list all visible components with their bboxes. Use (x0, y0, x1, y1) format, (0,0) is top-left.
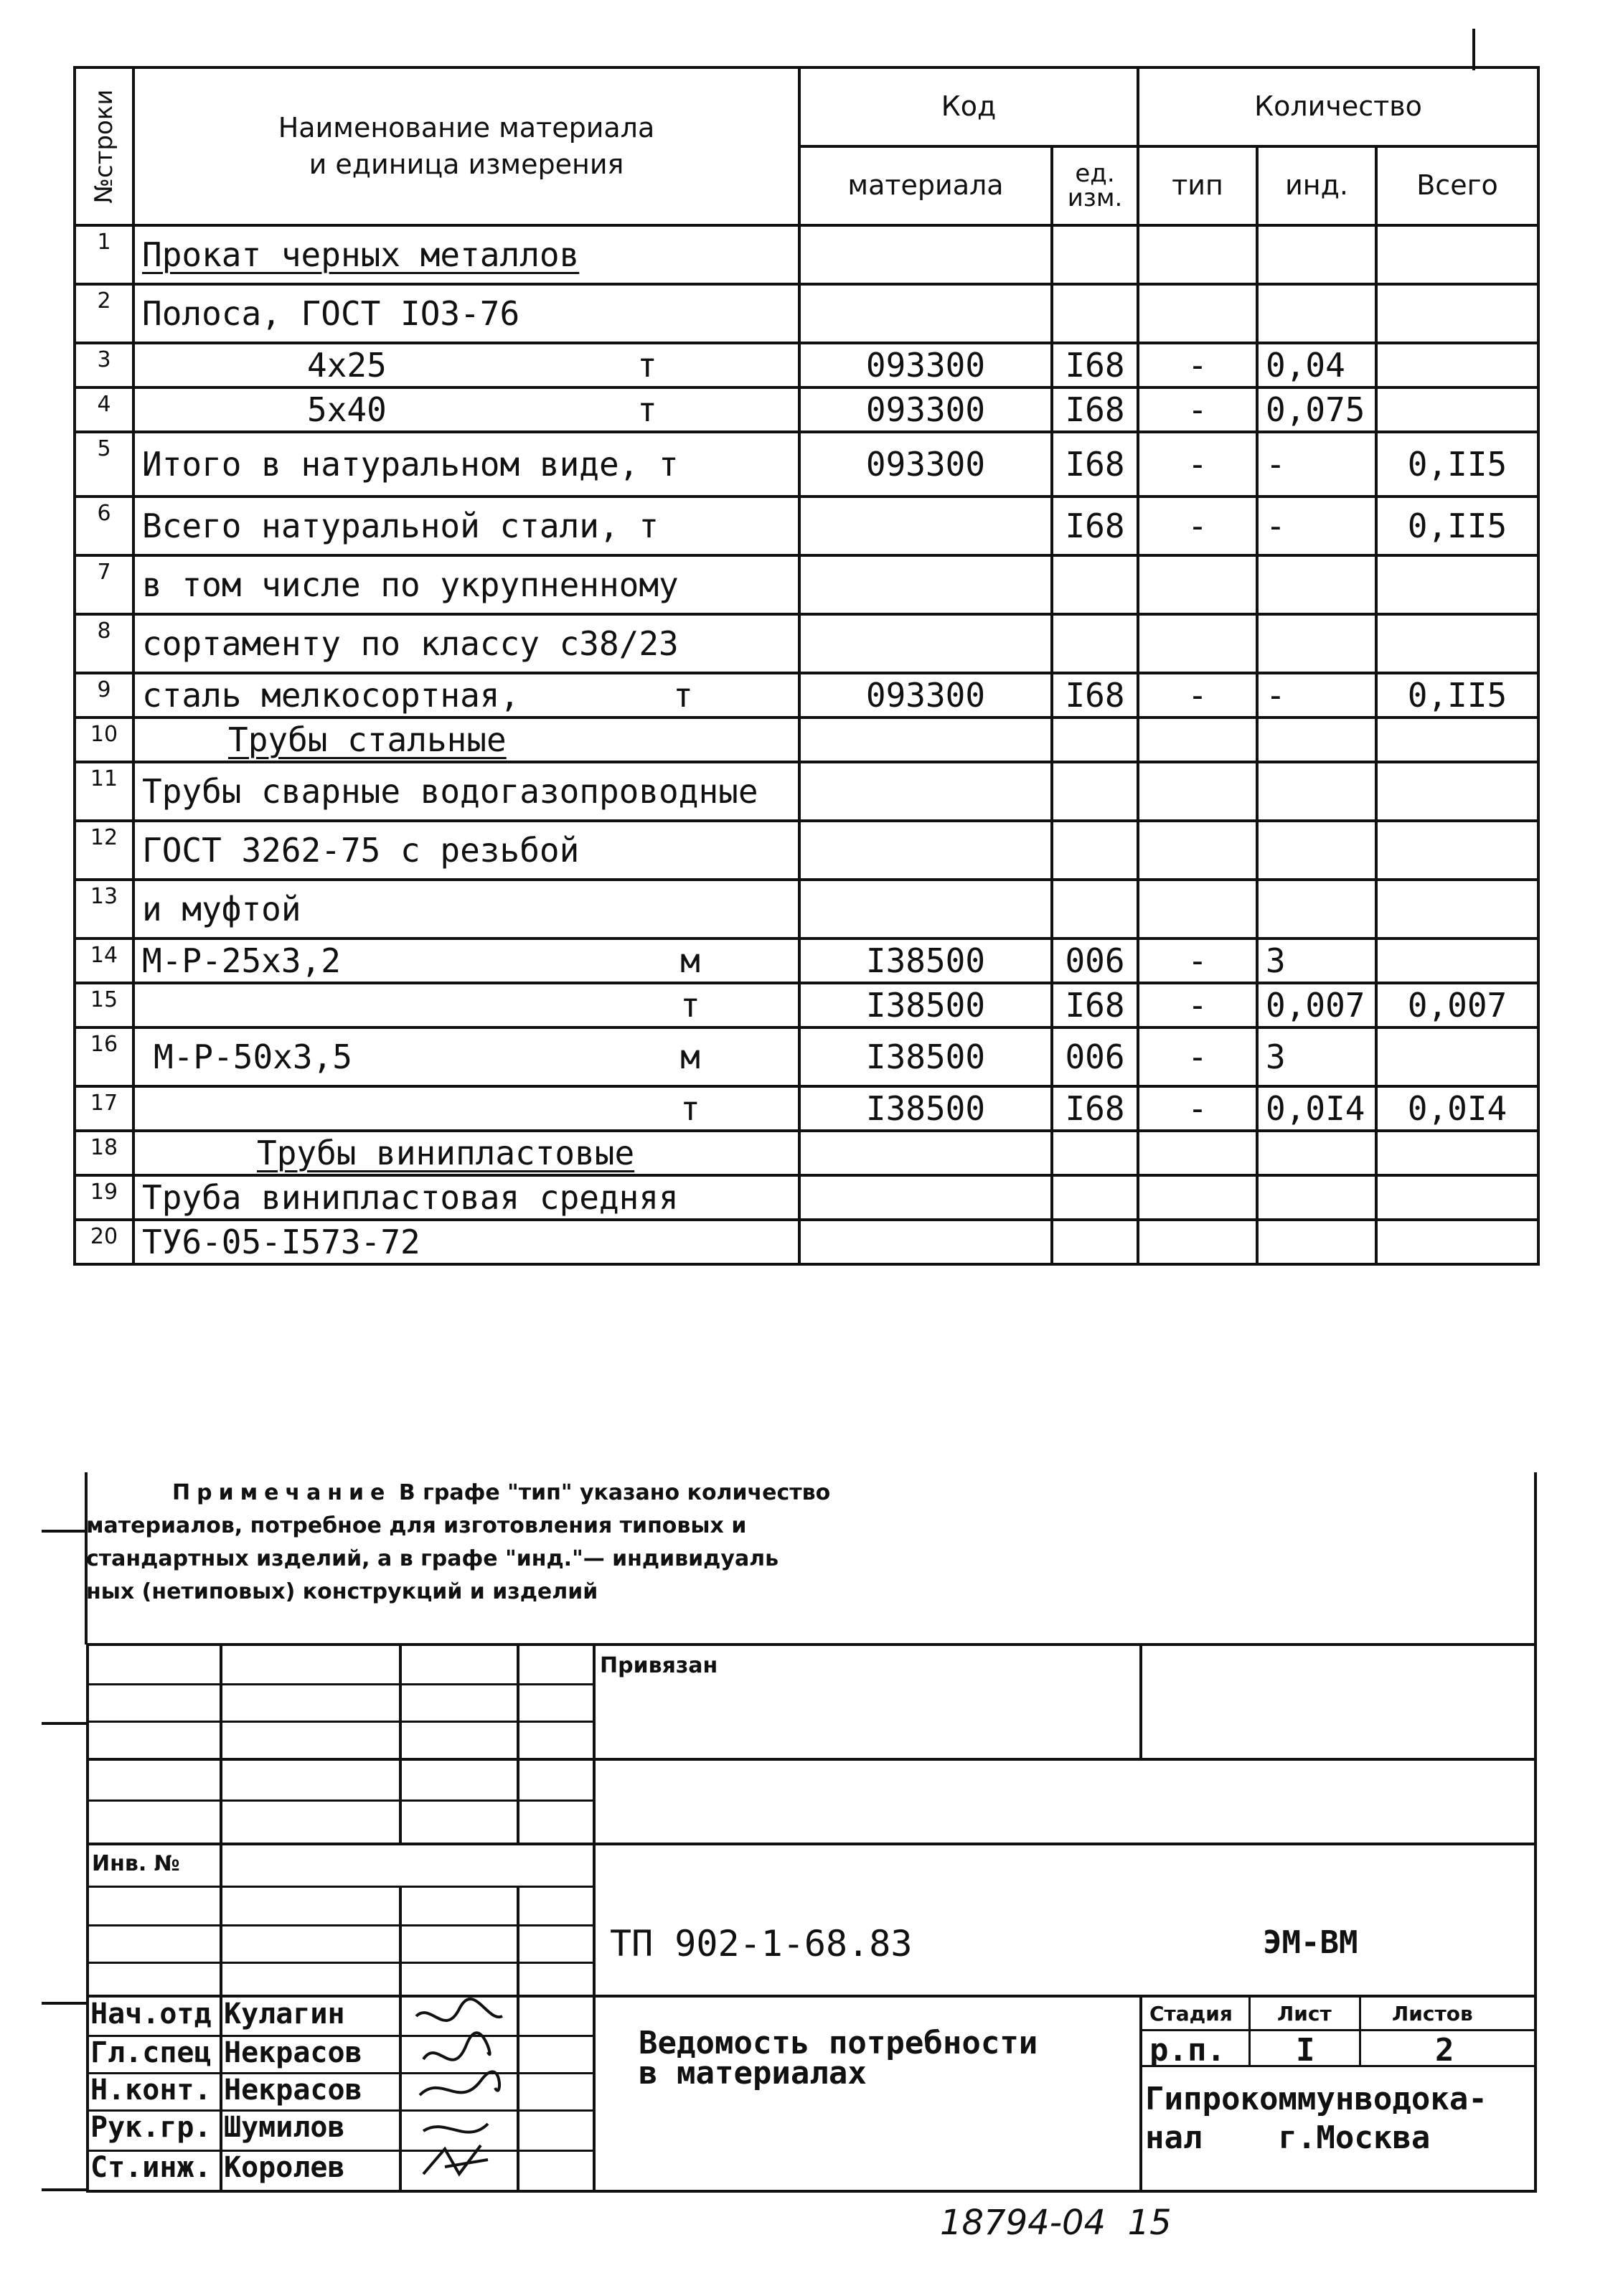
material-name-cell (133, 762, 799, 821)
grid-line (86, 1843, 1537, 1845)
margin-tick (42, 2002, 88, 2005)
typ-qty-cell: - (1138, 673, 1257, 718)
table-row (75, 387, 1538, 432)
typ-qty-cell (1138, 762, 1257, 821)
grid-line (86, 1924, 593, 1926)
unit-code-cell: I68 (1052, 497, 1138, 555)
material-name-cell (133, 1175, 799, 1220)
table-row (75, 983, 1538, 1027)
material-unit: т (673, 676, 693, 715)
signature-role: Ст.инж. (90, 2151, 212, 2184)
total-qty-cell: 0,II5 (1376, 432, 1538, 497)
typ-qty-cell: - (1138, 938, 1257, 983)
grid-line (1248, 1995, 1251, 2066)
typ-qty-cell: - (1138, 343, 1257, 387)
typ-qty-cell: - (1138, 432, 1257, 497)
unit-code-cell (1052, 821, 1138, 880)
table-row (75, 762, 1538, 821)
material-name: и муфтой (142, 890, 301, 928)
material-name: ГОСТ 3262-75 с резьбой (142, 831, 580, 870)
grid-line (1139, 1995, 1142, 2190)
total-qty-cell (1376, 1175, 1538, 1220)
frame-line (86, 2190, 1537, 2193)
frame-line (86, 1643, 1537, 1646)
typ-qty-cell (1138, 718, 1257, 762)
row-number-cell: 5 (75, 432, 133, 497)
typ-qty-cell (1138, 1220, 1257, 1264)
ind-qty-cell (1257, 555, 1376, 614)
unit-code-cell: I68 (1052, 983, 1138, 1027)
row-number-cell: 8 (75, 614, 133, 673)
row-number-cell: 9 (75, 673, 133, 718)
header-total: Всего (1376, 146, 1538, 225)
ind-qty-cell: 0,0I4 (1257, 1086, 1376, 1131)
note-text-line: стандартных изделий, а в графе "инд."— индивидуаль (86, 1546, 779, 1571)
row-number-cell: 17 (75, 1086, 133, 1131)
material-code-cell (799, 555, 1052, 614)
note-text-line: ных (нетиповых) конструкций и изделий (86, 1579, 598, 1604)
unit-code-cell: 006 (1052, 938, 1138, 983)
unit-code-cell (1052, 1131, 1138, 1175)
material-code-cell: 093300 (799, 432, 1052, 497)
typ-qty-cell: - (1138, 1027, 1257, 1086)
grid-line (1359, 1995, 1361, 2066)
table-row (75, 1086, 1538, 1131)
material-code-cell (799, 1131, 1052, 1175)
material-code-cell (799, 718, 1052, 762)
material-name-cell (133, 1027, 799, 1086)
ind-qty-cell: 0,04 (1257, 343, 1376, 387)
row-number-cell: 4 (75, 387, 133, 432)
material-name: 4x25 (307, 346, 387, 385)
total-qty-cell (1376, 718, 1538, 762)
grid-line (1139, 2029, 1537, 2031)
material-name: М-Р-50x3,5 (154, 1038, 352, 1076)
unit-code-cell: I68 (1052, 432, 1138, 497)
total-qty-cell: 0,II5 (1376, 673, 1538, 718)
total-qty-cell (1376, 1131, 1538, 1175)
unit-code-cell: 006 (1052, 1027, 1138, 1086)
typ-qty-cell (1138, 1131, 1257, 1175)
ind-qty-cell: 3 (1257, 938, 1376, 983)
material-code-cell (799, 225, 1052, 284)
signature-name: Кулагин (224, 1998, 345, 2031)
material-code-cell: 093300 (799, 673, 1052, 718)
sheets-header: Листов (1392, 2002, 1473, 2026)
ind-qty-cell (1257, 1131, 1376, 1175)
typ-qty-cell (1138, 1175, 1257, 1220)
total-qty-cell (1376, 1027, 1538, 1086)
signature-role: Рук.гр. (90, 2111, 212, 2144)
row-number-cell: 18 (75, 1131, 133, 1175)
material-unit: м (680, 941, 700, 980)
grid-line (220, 1643, 222, 2190)
typ-qty-cell (1138, 555, 1257, 614)
material-name-cell (133, 555, 799, 614)
material-name: М-Р-25x3,2 (142, 941, 341, 980)
unit-code-cell: I68 (1052, 387, 1138, 432)
table-row (75, 555, 1538, 614)
ind-qty-cell (1257, 880, 1376, 938)
material-name: сталь мелкосортная, (142, 676, 520, 715)
total-qty-cell (1376, 387, 1538, 432)
table-row (75, 343, 1538, 387)
total-qty-cell: 0,II5 (1376, 497, 1538, 555)
ind-qty-cell: 0,007 (1257, 983, 1376, 1027)
margin-tick (42, 2188, 88, 2191)
material-code-cell (799, 497, 1052, 555)
material-unit: т (637, 346, 657, 385)
unit-code-cell (1052, 880, 1138, 938)
stage-value: р.п. (1149, 2032, 1226, 2069)
grid-line (517, 1887, 519, 2190)
ind-qty-cell (1257, 821, 1376, 880)
signature-name: Некрасов (224, 2074, 362, 2107)
row-number-cell: 15 (75, 983, 133, 1027)
material-name: Прокат черных металлов (142, 235, 580, 274)
header-material-name: Наименование материала и единица измерения (133, 67, 799, 225)
total-qty-cell (1376, 1220, 1538, 1264)
material-unit: т (680, 986, 700, 1025)
table-row (75, 718, 1538, 762)
total-qty-cell (1376, 343, 1538, 387)
ind-qty-cell: - (1257, 497, 1376, 555)
signature-role: Гл.спец (90, 2036, 212, 2069)
material-name: Трубы стальные (228, 720, 507, 759)
material-name-cell (133, 432, 799, 497)
total-qty-cell (1376, 880, 1538, 938)
sheets-value: 2 (1435, 2032, 1454, 2069)
material-code-cell (799, 1175, 1052, 1220)
material-name-cell (133, 718, 799, 762)
material-code-cell (799, 821, 1052, 880)
table-row (75, 938, 1538, 983)
total-qty-cell (1376, 614, 1538, 673)
ind-qty-cell (1257, 284, 1376, 343)
material-name-cell (133, 821, 799, 880)
table-row (75, 1175, 1538, 1220)
header-code-group: Код (799, 67, 1138, 146)
material-name: 5x40 (307, 390, 387, 429)
total-qty-cell (1376, 762, 1538, 821)
grid-line (1139, 1643, 1142, 1758)
unit-code-cell (1052, 225, 1138, 284)
typ-qty-cell (1138, 284, 1257, 343)
material-unit: т (680, 1089, 700, 1128)
table-row (75, 432, 1538, 497)
material-name: Трубы винипластовые (257, 1134, 635, 1172)
grid-line (86, 1962, 593, 1964)
table-row (75, 673, 1538, 718)
unit-code-cell (1052, 718, 1138, 762)
table-row (75, 821, 1538, 880)
grid-line (517, 1643, 519, 1844)
row-number-cell: 12 (75, 821, 133, 880)
grid-line (86, 1721, 593, 1723)
row-number-cell: 2 (75, 284, 133, 343)
corner-tick (1472, 29, 1475, 70)
material-name: Полоса, ГОСТ IO3-76 (142, 294, 520, 333)
note-title: Примечание (172, 1480, 392, 1505)
material-code-cell (799, 880, 1052, 938)
material-name-cell (133, 614, 799, 673)
ind-qty-cell (1257, 1175, 1376, 1220)
document-code: ТП 902-1-68.83 (610, 1923, 913, 1965)
grid-line (86, 1886, 593, 1888)
row-number-cell: 13 (75, 880, 133, 938)
sheet-value: I (1296, 2032, 1315, 2069)
row-number-cell: 3 (75, 343, 133, 387)
header-ind: инд. (1257, 146, 1376, 225)
document-title: Ведомость потребности (639, 2025, 1038, 2061)
unit-code-cell (1052, 614, 1138, 673)
row-number-cell: 7 (75, 555, 133, 614)
signature-role: Нач.отд (90, 1998, 212, 2031)
material-unit: м (680, 1038, 700, 1076)
row-number-cell: 16 (75, 1027, 133, 1086)
row-number-cell: 14 (75, 938, 133, 983)
typ-qty-cell (1138, 880, 1257, 938)
material-name-cell (133, 387, 799, 432)
header-quantity-group: Количество (1138, 67, 1538, 146)
ind-qty-cell (1257, 614, 1376, 673)
document-title: в материалах (639, 2055, 867, 2092)
grid-line (593, 1643, 596, 2190)
unit-code-cell (1052, 1175, 1138, 1220)
table-row (75, 1131, 1538, 1175)
material-name-cell (133, 343, 799, 387)
unit-code-cell (1052, 284, 1138, 343)
row-number-cell: 20 (75, 1220, 133, 1264)
table-row (75, 880, 1538, 938)
inventory-number-label: Инв. № (92, 1851, 180, 1876)
typ-qty-cell: - (1138, 497, 1257, 555)
ind-qty-cell: 0,075 (1257, 387, 1376, 432)
material-name: Всего натуральной стали, т (142, 507, 659, 545)
material-name: Итого в натуральном виде, т (142, 445, 679, 484)
ind-qty-cell: - (1257, 673, 1376, 718)
unit-code-cell: I68 (1052, 1086, 1138, 1131)
material-code-cell: 093300 (799, 387, 1052, 432)
organization-name: Гипрокоммунводока- (1145, 2081, 1487, 2117)
material-code-cell: I38500 (799, 1027, 1052, 1086)
stage-header: Стадия (1149, 2002, 1233, 2026)
ind-qty-cell: - (1257, 432, 1376, 497)
unit-code-cell (1052, 555, 1138, 614)
row-number-cell: 6 (75, 497, 133, 555)
table-row (75, 614, 1538, 673)
unit-code-cell: I68 (1052, 673, 1138, 718)
material-name-cell (133, 983, 799, 1027)
note-frame (1534, 1472, 1537, 1645)
typ-qty-cell (1138, 821, 1257, 880)
row-number-cell: 19 (75, 1175, 133, 1220)
ind-qty-cell (1257, 718, 1376, 762)
total-qty-cell (1376, 284, 1538, 343)
unit-code-cell: I68 (1052, 343, 1138, 387)
material-name-cell (133, 1220, 799, 1264)
row-number-cell: 10 (75, 718, 133, 762)
privyazan-label: Привязан (600, 1653, 718, 1678)
typ-qty-cell: - (1138, 983, 1257, 1027)
table-row (75, 1220, 1538, 1264)
typ-qty-cell (1138, 225, 1257, 284)
material-name: Труба винипластовая средняя (142, 1178, 679, 1217)
material-name-cell (133, 225, 799, 284)
note-block (86, 1477, 1528, 1609)
sheet-header: Лист (1277, 2002, 1332, 2026)
material-code-cell (799, 284, 1052, 343)
material-name: ТУ6-05-I573-72 (142, 1223, 420, 1261)
row-number-cell: 1 (75, 225, 133, 284)
material-code-cell: I38500 (799, 938, 1052, 983)
signature-role: Н.конт. (90, 2074, 212, 2107)
typ-qty-cell (1138, 614, 1257, 673)
header-typ: тип (1138, 146, 1257, 225)
table-row (75, 1027, 1538, 1086)
signature-name: Некрасов (224, 2036, 362, 2069)
ind-qty-cell (1257, 225, 1376, 284)
ind-qty-cell (1257, 1220, 1376, 1264)
archive-number: 18794-04 15 (940, 2203, 1172, 2243)
material-code-cell (799, 1220, 1052, 1264)
materials-table (73, 66, 1540, 1266)
material-code-cell: 093300 (799, 343, 1052, 387)
signatures-icon (402, 1995, 517, 2190)
grid-line (86, 1683, 593, 1685)
material-code-cell: I38500 (799, 983, 1052, 1027)
margin-tick (42, 1722, 88, 1725)
material-name-cell (133, 880, 799, 938)
unit-code-cell (1052, 762, 1138, 821)
note-text-line: В графе "тип" указано количество (398, 1480, 831, 1505)
grid-line (86, 1758, 1537, 1761)
material-name-cell (133, 1131, 799, 1175)
note-text-line: материалов, потребное для изготовления типовых и (86, 1513, 747, 1538)
total-qty-cell (1376, 938, 1538, 983)
unit-code-cell (1052, 1220, 1138, 1264)
total-qty-cell: 0,007 (1376, 983, 1538, 1027)
header-unit-code: ед. изм. (1052, 146, 1138, 225)
material-code-cell (799, 614, 1052, 673)
material-unit: т (637, 390, 657, 429)
material-name-cell (133, 673, 799, 718)
ind-qty-cell (1257, 762, 1376, 821)
organization-city: нал г.Москва (1145, 2119, 1431, 2156)
total-qty-cell (1376, 821, 1538, 880)
typ-qty-cell: - (1138, 1086, 1257, 1131)
total-qty-cell (1376, 225, 1538, 284)
total-qty-cell: 0,0I4 (1376, 1086, 1538, 1131)
table-row (75, 225, 1538, 284)
frame-line (1534, 1643, 1537, 2193)
header-row-number: №строки (75, 67, 133, 225)
material-name-cell (133, 1086, 799, 1131)
table-row (75, 497, 1538, 555)
document-mark: ЭМ-ВМ (1263, 1924, 1358, 1961)
margin-tick (42, 1530, 88, 1533)
material-name-cell (133, 497, 799, 555)
material-name-cell (133, 938, 799, 983)
signature-name: Шумилов (224, 2111, 345, 2144)
grid-line (399, 1643, 402, 1844)
signature-name: Королев (224, 2151, 345, 2184)
ind-qty-cell: 3 (1257, 1027, 1376, 1086)
material-code-cell (799, 762, 1052, 821)
material-name: сортаменту по классу с38/23 (142, 624, 679, 663)
material-name-cell (133, 284, 799, 343)
material-name: в том числе по укрупненному (142, 565, 679, 604)
typ-qty-cell: - (1138, 387, 1257, 432)
material-name: Трубы сварные водогазопроводные (142, 772, 758, 811)
table-row (75, 284, 1538, 343)
title-block (86, 1643, 1537, 2196)
total-qty-cell (1376, 555, 1538, 614)
row-number-cell: 11 (75, 762, 133, 821)
grid-line (86, 1799, 593, 1802)
material-code-cell: I38500 (799, 1086, 1052, 1131)
header-material-code: материала (799, 146, 1052, 225)
